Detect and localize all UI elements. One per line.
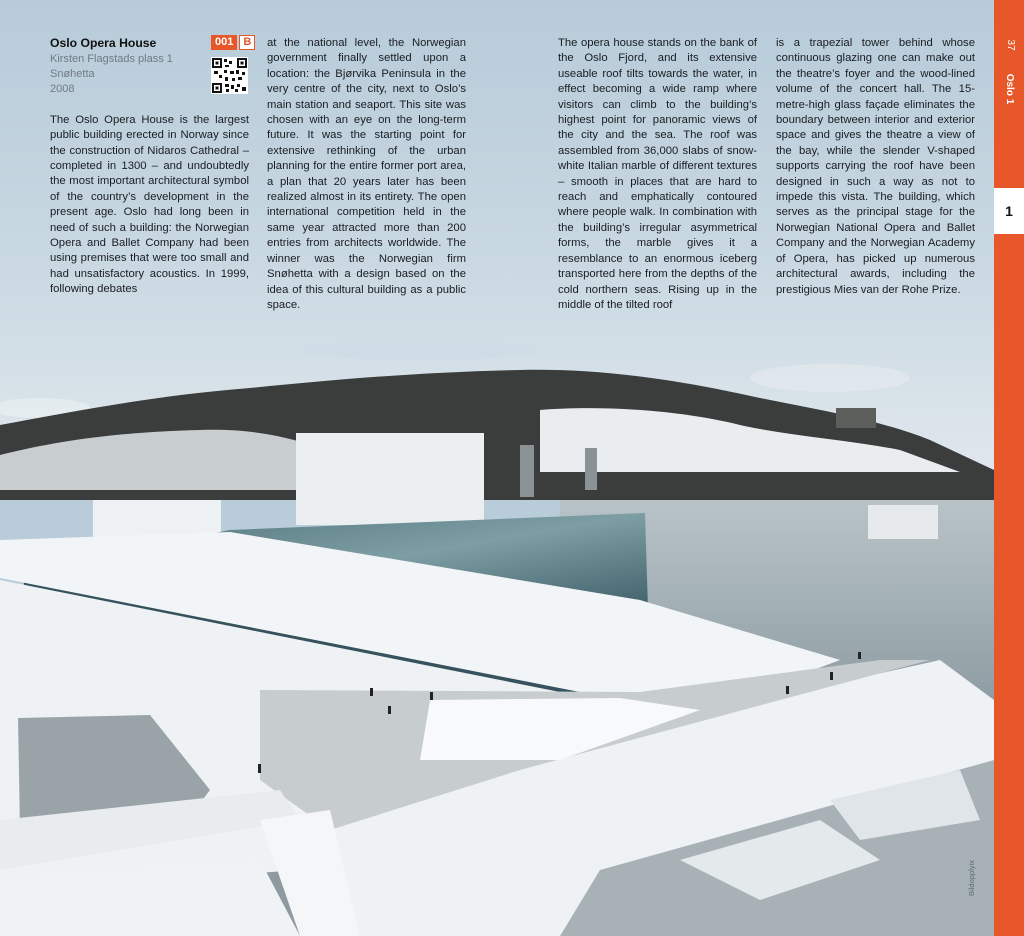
entry-badge bbox=[211, 35, 255, 50]
body-paragraph-3: The opera house stands on the bank of the Oslo Fjord, and its extensive useable roof tilts towards the water, in effect becoming a wide ramp where visitors can climb to the building’s highest point for panoramic views of the city and the sea. The roof was assembled from 36,000 slabs of snow-white Italian marble of different textures – smooth in places that are hard to reach and emphatically contoured where people walk. In combination with the building’s irregular asymmetrical forms, the marble gives it a resemblance to an enormous iceberg transported here from the depths of the cold northern seas. Rising up in the middle of the tilted roof bbox=[558, 37, 757, 311]
text-column-2 bbox=[267, 36, 466, 313]
entry-code: B bbox=[239, 35, 255, 50]
entry-architect: Snøhetta bbox=[50, 67, 95, 80]
text-column-4 bbox=[776, 36, 975, 298]
qr-code-icon[interactable] bbox=[211, 57, 248, 94]
text-column-3 bbox=[558, 36, 757, 313]
chapter-sidebar bbox=[994, 0, 1024, 936]
page-number: 37 bbox=[1005, 39, 1016, 51]
entry-year: 2008 bbox=[50, 83, 75, 96]
entry-number: 001 bbox=[211, 35, 237, 50]
photo-credit: Bildopplyix bbox=[967, 860, 976, 896]
entry-title: Oslo Opera House bbox=[50, 36, 157, 50]
body-paragraph-2: at the national level, the Norwegian government finally settled upon a location: the Bjørvika Peninsula in the very centre of the city, next to Oslo’s main station and seaport. This site was chosen with an eye on the long-term future. It was the starting point for extensive rethinking of the urban planning for the entire former port area, a plan that 20 years later has been realized almost in its entirety. The open international competition held in the same year attracted more than 200 entries from architects worldwide. The winner was the Norwegian firm Snøhetta with a design based on the idea of this cultural building as a public space. bbox=[267, 37, 466, 311]
body-paragraph-4: is a trapezial tower behind whose continuous glazing one can make out the theatre’s foyer and the wood-lined volume of the concert hall. The 15-metre-high glass façade eliminates the boundary between interior and exterior space and gives the theatre a view of the bay, while the slender V-shaped supports carrying the roof have been designed in such a way as not to impede this vista. The building, which serves as the principal stage for the Norwegian National Opera and Ballet Company and the Norwegian Academy of Opera, has picked up numerous architectural awards, including the prestigious Mies van der Rohe Prize. bbox=[776, 37, 975, 296]
chapter-tab[interactable]: 1 bbox=[994, 188, 1024, 234]
entry-address: Kirsten Flagstads plass 1 bbox=[50, 52, 173, 65]
section-label: Oslo 1 bbox=[1004, 73, 1015, 105]
body-paragraph-1: The Oslo Opera House is the largest public building erected in Norway since the construction of Nidaros Cathedral – completed in 1300 – and undoubtedly the most important architectural symbol of the country’s development in the present age. Oslo had long been in need of such a building: the Norwegian Opera and Ballet Company had been using premises that were too small and had unsatisfactory acoustics. In 1999, following debates bbox=[50, 113, 249, 296]
